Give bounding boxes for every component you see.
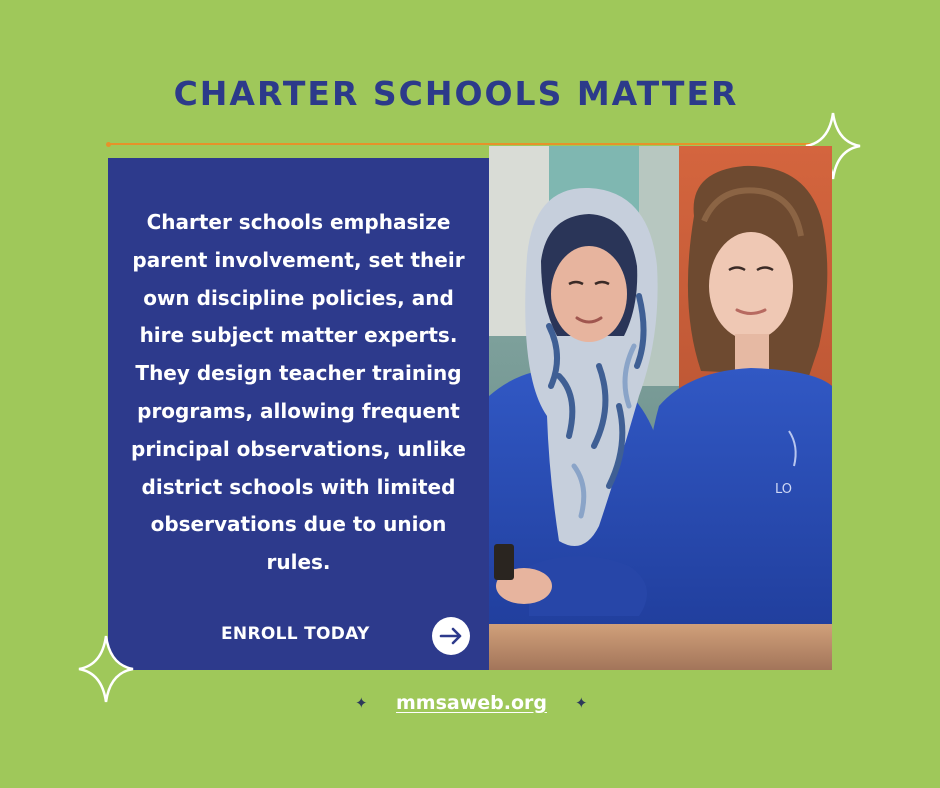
body-line: Charter schools emphasize xyxy=(146,210,451,234)
accent-divider-dot xyxy=(106,142,111,147)
info-panel xyxy=(108,158,489,670)
body-line: observations due to union xyxy=(150,512,447,537)
body-line: parent involvement, set their xyxy=(132,247,465,272)
footer xyxy=(0,690,940,720)
enroll-today-button[interactable]: ENROLL TODAY xyxy=(221,624,370,644)
body-line: district schools with limited xyxy=(141,474,456,499)
body-line: principal observations, unlike xyxy=(131,436,466,461)
svg-text:LO: LO xyxy=(775,482,793,497)
body-line: They design teacher training xyxy=(135,361,462,386)
info-body-text xyxy=(108,204,489,582)
students-photo xyxy=(489,146,832,670)
website-link[interactable]: mmsaweb.org xyxy=(396,692,548,714)
body-line: rules. xyxy=(266,550,331,575)
enroll-arrow-button[interactable] xyxy=(432,617,470,655)
page-title: CHARTER SCHOOLS MATTER xyxy=(173,74,739,113)
ornament-star-icon: ✦ xyxy=(575,694,588,712)
accent-divider xyxy=(108,143,830,145)
body-line: programs, allowing frequent xyxy=(137,398,460,423)
ornament-star-icon: ✦ xyxy=(355,694,368,712)
body-line: hire subject matter experts. xyxy=(139,323,458,348)
arrow-right-icon xyxy=(432,617,470,655)
body-line: own discipline policies, and xyxy=(143,285,454,310)
